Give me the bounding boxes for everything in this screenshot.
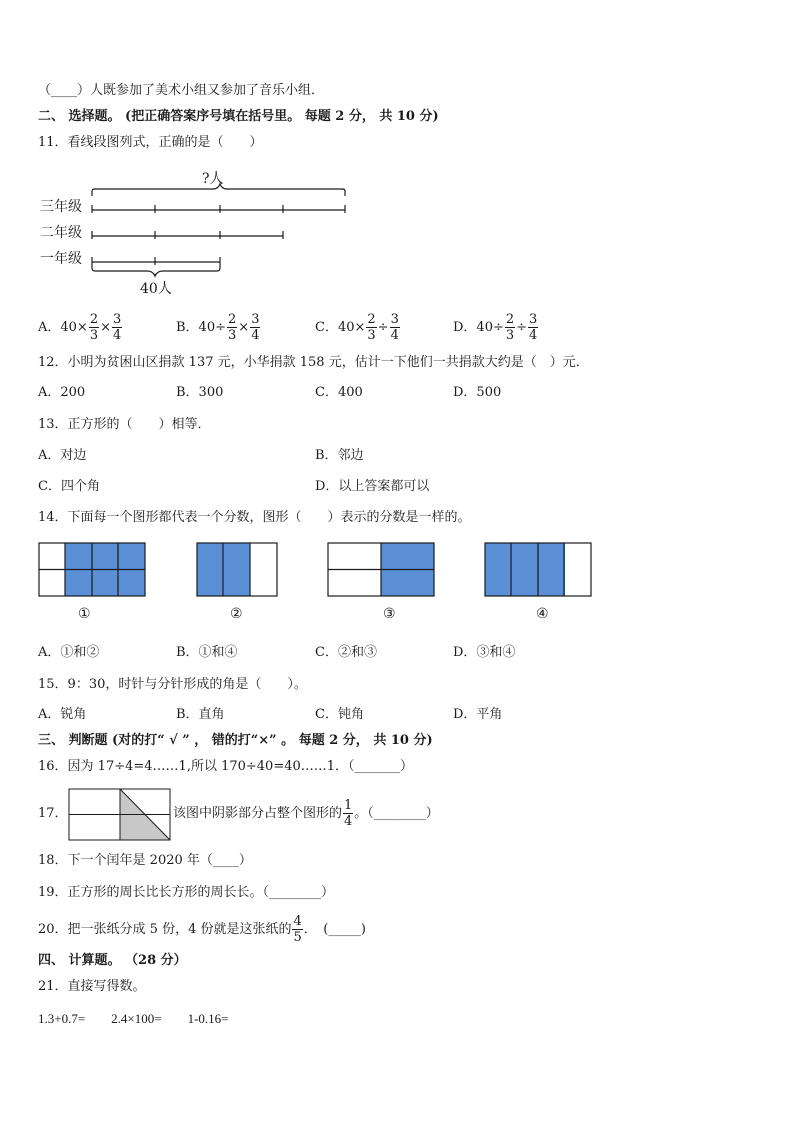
q17-number: 17． xyxy=(38,806,68,821)
q13-text: 13．正方形的（ ）相等． xyxy=(38,417,211,432)
q13-option-d[interactable]: D．以上答案都可以 xyxy=(315,479,430,494)
q18-text: 18．下一个闰年是 2020 年（____） xyxy=(38,853,252,868)
q10-tail-text: （____）人既参加了美术小组又参加了音乐小组． xyxy=(38,83,325,98)
q14-figure-3-label: ③ xyxy=(383,606,396,622)
q14-option-d[interactable]: D．③和④ xyxy=(453,645,516,660)
q14-text: 14．下面每一个图形都代表一个分数，图形（ ）表示的分数是一样的。 xyxy=(38,510,471,525)
q12-option-c[interactable]: C．400 xyxy=(315,385,363,400)
q16-text: 16．因为 17÷4=4……1,所以 170÷40=40……1．（_______） xyxy=(38,759,414,774)
q14-figure-1-label: ① xyxy=(78,606,91,622)
q12-text: 12．小明为贫困山区捐款 137 元，小华捐款 158 元，估计一下他们一共捐款大约是（ ）元． xyxy=(38,355,589,370)
q14-figure-3 xyxy=(327,542,437,598)
diagram-row-label-grade2: 二年级 xyxy=(40,225,82,241)
q11-option-b[interactable]: B．40÷ $\frac{2}{3}$ × $\frac{3}{4}$ xyxy=(176,312,260,343)
q21-text: 21．直接写得数。 xyxy=(38,979,146,994)
q14-figure-2 xyxy=(196,542,280,598)
q12-option-b[interactable]: B．300 xyxy=(176,385,224,400)
diagram-top-label: ?人 xyxy=(202,171,224,187)
q12-option-d[interactable]: D．500 xyxy=(453,385,502,400)
q11-option-a[interactable]: A．40× $\frac{2}{3}$ × $\frac{3}{4}$ xyxy=(38,312,122,343)
q14-option-a[interactable]: A．①和② xyxy=(38,645,100,660)
diagram-row-label-grade3: 三年级 xyxy=(40,199,82,215)
q13-option-c[interactable]: C．四个角 xyxy=(38,479,100,494)
diagram-bottom-label: 40人 xyxy=(140,281,172,297)
q21-items: 1.3+0.7= 2.4×100= 1-0.16= xyxy=(38,1011,229,1026)
section-2-heading: 二、 选择题。 (把正确答案序号填在括号里。 每题 2 分， 共 10 分) xyxy=(38,109,439,124)
line-segment-diagram xyxy=(85,180,355,280)
q14-figure-2-label: ② xyxy=(230,606,243,622)
q11-text: 11．看线段图列式，正确的是（ ） xyxy=(38,135,263,150)
q17-text: 该图中阴影部分占整个图形的 $\frac{1}{4}$ 。（________） xyxy=(173,798,439,829)
q14-option-c[interactable]: C．②和③ xyxy=(315,645,377,660)
q19-text: 19．正方形的周长比长方形的周长长。（________） xyxy=(38,885,335,900)
q14-option-b[interactable]: B．①和④ xyxy=(176,645,238,660)
q14-figure-4-label: ④ xyxy=(536,606,549,622)
section-3-heading: 三、 判断题 (对的打“ √ ” ， 错的打“×” 。 每题 2 分， 共 10 分) xyxy=(38,733,433,748)
section-4-heading: 四、 计算题。 （28 分） xyxy=(38,953,187,968)
q15-text: 15．9：30，时针与分针形成的角是（ ）。 xyxy=(38,677,307,692)
diagram-row-label-grade1: 一年级 xyxy=(40,251,82,267)
q11-option-d[interactable]: D．40÷ $\frac{2}{3}$ ÷ $\frac{3}{4}$ xyxy=(453,312,538,343)
q14-figure-4 xyxy=(484,542,594,598)
q15-option-d[interactable]: D．平角 xyxy=(453,707,503,722)
q14-figure-1 xyxy=(38,542,148,598)
q15-option-b[interactable]: B．直角 xyxy=(176,707,225,722)
q11-option-c[interactable]: C．40× $\frac{2}{3}$ ÷ $\frac{3}{4}$ xyxy=(315,312,399,343)
q12-option-a[interactable]: A．200 xyxy=(38,385,86,400)
q20-text: 20．把一张纸分成 5 份，4 份就是这张纸的 $\frac{4}{5}$ ． (_____) xyxy=(38,914,366,945)
q17-figure xyxy=(68,788,172,842)
q15-option-a[interactable]: A．锐角 xyxy=(38,707,87,722)
q13-option-a[interactable]: A．对边 xyxy=(38,448,87,463)
q15-option-c[interactable]: C．钝角 xyxy=(315,707,364,722)
q13-option-b[interactable]: B．邻边 xyxy=(315,448,364,463)
